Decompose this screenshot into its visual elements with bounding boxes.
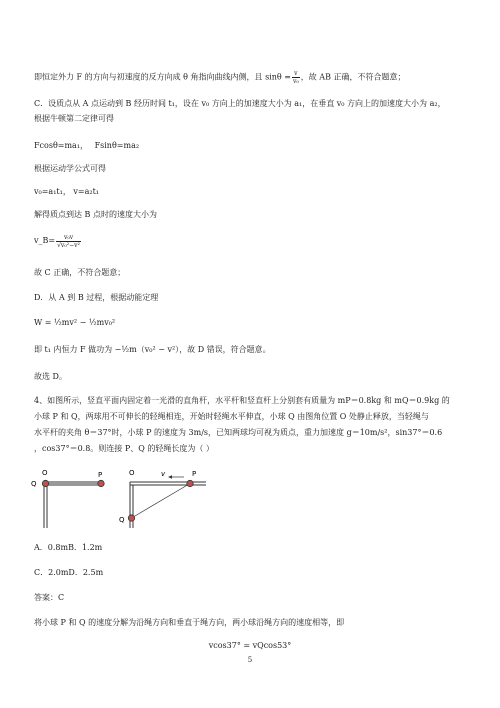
line-1-tail: ，故 AB 正确，不符合题意；: [300, 72, 406, 82]
text-line-12: 即 t₁ 内恒力 F 做功为 −½m（v₀² − v²），故 D 错误，符合题意。: [34, 345, 271, 354]
label-p-right: P: [192, 470, 197, 478]
text-line-9: 故 C 正确，不符合题意；: [34, 268, 126, 277]
text-line-2: C．设质点从 A 点运动到 B 经历时间 t₁，设在 v₀ 方向上的加速度大小为 a₁，在垂直 v₀ 方向上的加速度大小为 a₂，: [34, 99, 446, 108]
text-line-13: 故选 D。: [34, 372, 67, 381]
question-4-figure: [30, 466, 210, 536]
left-diagram: [31, 469, 104, 528]
question-4-line-2: 小球 P 和 Q，两球用不可伸长的轻绳相连，开始时轻绳水平伸直，小球 Q 由图角位置 O 处静止释放，当轻绳与: [34, 412, 429, 421]
velocity-arrowhead: [168, 475, 172, 479]
right-diagram: [119, 469, 206, 528]
fraction-v-over-v0: $\frac{v}{\text{v₀}}$: [292, 70, 299, 85]
label-o-left: O: [42, 469, 48, 477]
right-rope: [132, 484, 191, 519]
label-q-left: Q: [31, 480, 37, 488]
text-line-5: 根据运动学公式可得: [34, 164, 106, 173]
label-q-right: Q: [119, 516, 125, 524]
right-ball-q: [128, 515, 134, 521]
fraction-vb: $\frac{\text{v₀v}}{\text{√v₀²−v²}}$: [57, 233, 80, 249]
equation-newton: Fcosθ=ma₁， Fsinθ=ma₂: [34, 141, 140, 150]
equation-vb: v_B= $\frac{\text{v₀v}}{\text{√v₀²−v²}}$: [34, 233, 80, 249]
label-o-right: O: [129, 469, 135, 477]
question-4-line-3: 水平杆的夹角 θ＝37°时，小球 P 的速度为 3m/s，已知两球均可视为质点，重力加速度 g＝10m/s²，sin37°＝0.6: [34, 428, 443, 437]
right-ball-p: [187, 480, 193, 486]
equation-velocity: vcos37° = vQcos53°: [208, 641, 292, 650]
page-number: 5: [247, 656, 253, 664]
line-1-text: 即恒定外力 F 的方向与初速度的反方向成 θ 角指向曲线内侧，且 sinθ =: [34, 72, 291, 82]
label-p-left: P: [98, 471, 103, 479]
answer: 答案：C: [34, 593, 65, 602]
left-ball-p: [98, 480, 104, 486]
equation-work: W = ½mv² − ½mv₀²: [34, 318, 116, 327]
text-line-18: 将小球 P 和 Q 的速度分解为沿绳方向和垂直于绳方向，两小球沿绳方向的速度相等，即: [34, 618, 345, 627]
question-4-line-4: ，cos37°＝0.8。则连接 P、Q 的轻绳长度为（ ）: [34, 444, 214, 453]
equation-kinematics: v₀=a₁t₁， v=a₂t₁: [34, 187, 99, 196]
question-4-line-1: 4、如图所示，竖直平面内固定着一光滑的直角杆，水平杆和竖直杆上分别套有质量为 mP＝0.8kg 和 mQ＝0.9kg 的: [34, 396, 450, 405]
option-c-d: C．2.0mD．2.5m: [34, 568, 104, 577]
option-a-b: A．0.8mB．1.2m: [34, 543, 103, 552]
text-line-7: 解得质点到达 B 点时的速度大小为: [34, 210, 157, 219]
text-line-3: 根据牛顿第二定律可得: [34, 114, 114, 123]
text-line-10: D．从 A 到 B 过程，根据动能定理: [34, 293, 159, 302]
left-ball-q: [42, 480, 48, 486]
text-line-1: [34, 70, 470, 85]
label-v-right: v: [161, 470, 166, 478]
